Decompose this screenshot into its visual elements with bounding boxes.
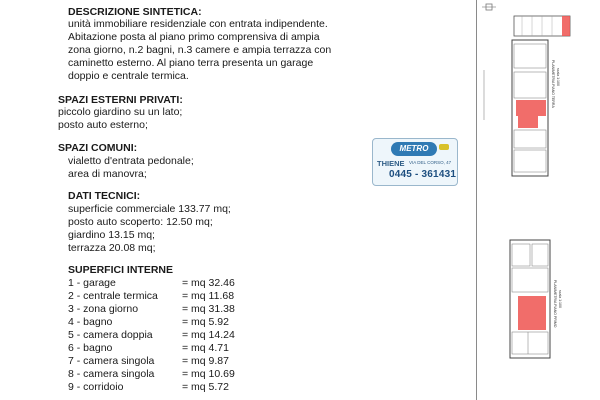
technical-line: giardino 13.15 mq; bbox=[68, 229, 155, 241]
first-plan-label: PLANIMETRIA PIANO PRIMO bbox=[553, 280, 557, 328]
area-row-value: = mq 5.72 bbox=[182, 381, 229, 393]
ground-floor-plan bbox=[484, 16, 570, 176]
agency-phone: 0445 - 361431 bbox=[389, 169, 457, 180]
technical-line: posto auto scoperto: 12.50 mq; bbox=[68, 216, 213, 228]
ground-plan-label: PLANIMETRIA PIANO TERRA bbox=[551, 60, 555, 108]
first-plan-scale: scala 1:100 bbox=[558, 290, 562, 308]
description-line: caminetto esterno. Al piano terra presenta un garage bbox=[68, 57, 314, 69]
private-outdoor-line: posto auto esterno; bbox=[58, 119, 148, 131]
area-row-name: 8 - camera singola bbox=[68, 368, 155, 380]
description-line: doppio e centrale termica. bbox=[68, 70, 189, 82]
key-icon bbox=[439, 144, 449, 150]
area-row-value: = mq 5.92 bbox=[182, 316, 229, 328]
area-row-name: 2 - centrale termica bbox=[68, 290, 158, 302]
area-row-value: = mq 11.68 bbox=[182, 290, 235, 302]
common-spaces-title: SPAZI COMUNI: bbox=[58, 142, 138, 154]
common-spaces-line: area di manovra; bbox=[68, 168, 147, 180]
internal-areas-title: SUPERFICI INTERNE bbox=[68, 264, 174, 276]
agency-badge bbox=[372, 138, 458, 186]
area-row-name: 6 - bagno bbox=[68, 342, 113, 354]
area-row-name: 4 - bagno bbox=[68, 316, 113, 328]
area-row-value: = mq 31.38 bbox=[182, 303, 235, 315]
highlight-garage bbox=[516, 100, 546, 116]
technical-line: terrazza 20.08 mq; bbox=[68, 242, 156, 254]
agency-city: THIENE bbox=[377, 159, 405, 168]
private-outdoor-line: piccolo giardino su un lato; bbox=[58, 106, 183, 118]
area-row-value: = mq 10.69 bbox=[182, 368, 235, 380]
description-line: Abitazione posta al piano primo comprensiva di ampia bbox=[68, 31, 320, 43]
highlight-centrale bbox=[518, 116, 538, 128]
common-spaces-line: vialetto d'entrata pedonale; bbox=[68, 155, 194, 167]
first-floor-plan bbox=[510, 240, 562, 358]
ground-plan-scale: scala 1:100 bbox=[556, 68, 560, 86]
description-line: zona giorno, n.2 bagni, n.3 camere e ampia terrazza con bbox=[68, 44, 332, 56]
floor-plans bbox=[462, 0, 600, 400]
area-row-value: = mq 14.24 bbox=[182, 329, 235, 341]
private-outdoor-title: SPAZI ESTERNI PRIVATI: bbox=[58, 94, 183, 106]
area-row-name: 1 - garage bbox=[68, 277, 116, 289]
description-title: DESCRIZIONE SINTETICA: bbox=[68, 6, 202, 18]
agency-logo: METRO bbox=[391, 142, 437, 156]
agency-address: VIA DEL CORSO, 47 bbox=[409, 160, 452, 165]
area-row-name: 5 - camera doppia bbox=[68, 329, 153, 341]
area-row-value: = mq 32.46 bbox=[182, 277, 235, 289]
area-row-name: 9 - corridoio bbox=[68, 381, 124, 393]
area-row-value: = mq 4.71 bbox=[182, 342, 229, 354]
technical-title: DATI TECNICI: bbox=[68, 190, 141, 202]
technical-line: superficie commerciale 133.77 mq; bbox=[68, 203, 231, 215]
area-row-name: 3 - zona giorno bbox=[68, 303, 139, 315]
highlight-zona-giorno bbox=[518, 296, 546, 330]
area-row-name: 7 - camera singola bbox=[68, 355, 155, 367]
area-row-value: = mq 9.87 bbox=[182, 355, 229, 367]
description-line: unità immobiliare residenziale con entrata indipendente. bbox=[68, 18, 328, 30]
